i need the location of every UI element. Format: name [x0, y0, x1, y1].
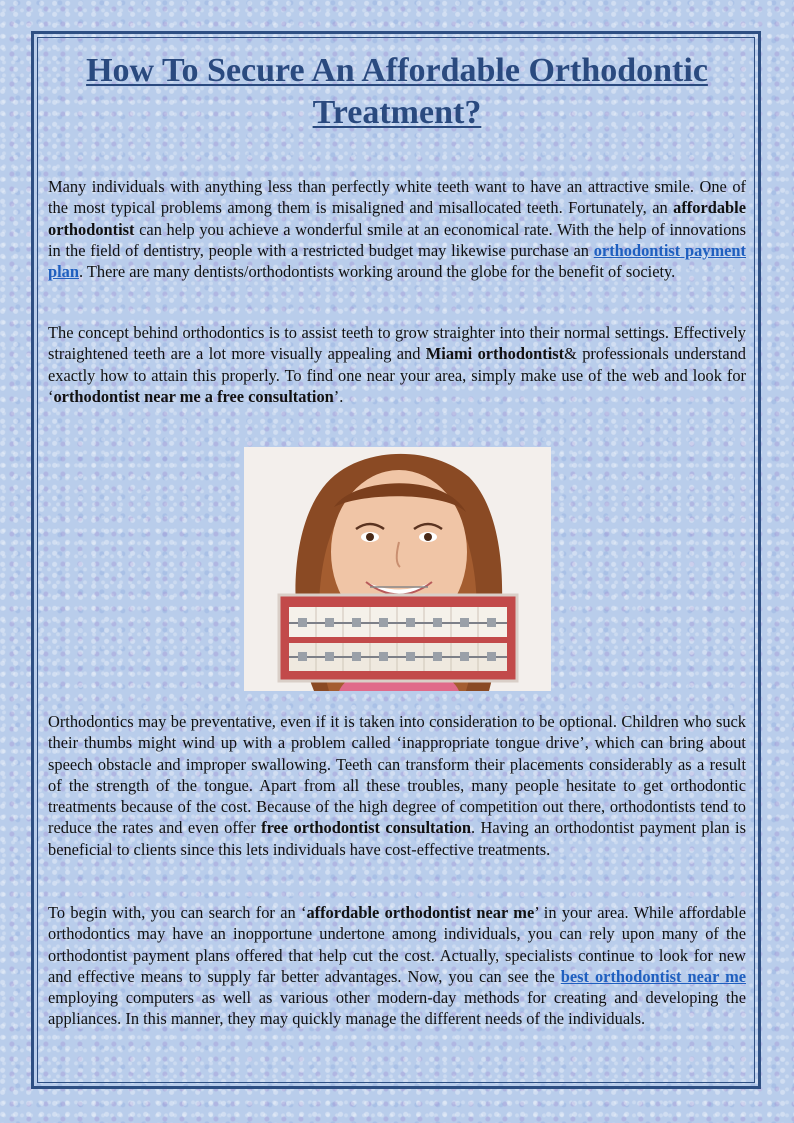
text: The concept behind orthodontics is to assist teeth to grow straighter into their normal settings. Effectively straightened teeth are a lot more visually appealing and [48, 323, 746, 364]
bold-free-orthodontist-consultation: free orthodontist consultation [261, 818, 472, 838]
bold-affordable-orthodontist-near-me: affordable orthodontist near me [306, 903, 535, 922]
text: Many individuals with anything less than perfectly white teeth want to have an attractive smile. One of the most typical problems among them is misaligned and misallocated teeth. Fortunately, an [48, 177, 746, 218]
text: can help you achieve a wonderful smile at an economical rate. With the help of innovations in the field of dentistry, people with a restricted budget may likewise purchase an [48, 219, 746, 260]
text: ’ in your area. While affordable orthodontics may have an inopportune undertone among individuals, you can rely upon many of the orthodontist payment plans offered that help cut the cost. Actually, specialists continue to look for new and effective means to supply far better advantages. Now, you can see the [48, 903, 746, 986]
paragraph-intro [48, 176, 746, 282]
text: & professionals understand exactly how to attain this properly. To find one near your area, simply make use of the web and look for ‘ [48, 344, 746, 406]
bold-miami-orthodontist: Miami orthodontist [425, 344, 565, 364]
bold-affordable-orthodontist: affordable orthodontist [48, 198, 746, 239]
link-orthodontist-payment-plan[interactable]: orthodontist payment plan [48, 240, 746, 282]
text: Orthodontics may be preventative, even if it is taken into consideration to be optional. Children who suck their thumbs might wind up with a problem called ‘inappropriate tongue drive’, which can bring about speech obstacle and improper swallowing. Teeth can transform their placements considerably as a result of the strength of the tongue. Apart from all these troubles, many people hesitate to get orthodontic treatments because of the cost. Because of the high degree of competition out there, orthodontists tend to reduce the rates and even offer [48, 712, 746, 838]
paragraph-concept [48, 322, 746, 407]
text: To begin with, you can search for an ‘ [48, 903, 307, 922]
text: . There are many dentists/orthodontists working around the globe for the benefit of society. [78, 262, 676, 282]
text: ’. [333, 386, 344, 406]
girl-with-braces-photo [244, 447, 551, 691]
page-title: How To Secure An Affordable Orthodontic Treatment? [86, 52, 708, 131]
paragraph-begin [48, 902, 746, 1030]
text: employing computers as well as various other modern-day methods for creating and developing the appliances. In this manner, they may quickly manage the different needs of the individuals. [48, 988, 746, 1029]
paragraph-preventative [48, 711, 746, 860]
link-best-orthodontist-near-me[interactable]: best orthodontist near me [560, 966, 746, 986]
bold-free-consultation-phrase: orthodontist near me a free consultation [53, 386, 334, 406]
text: . Having an orthodontist payment plan is beneficial to clients since this lets individuals have cost-effective treatments. [48, 818, 746, 859]
photo-illustration [244, 447, 551, 691]
